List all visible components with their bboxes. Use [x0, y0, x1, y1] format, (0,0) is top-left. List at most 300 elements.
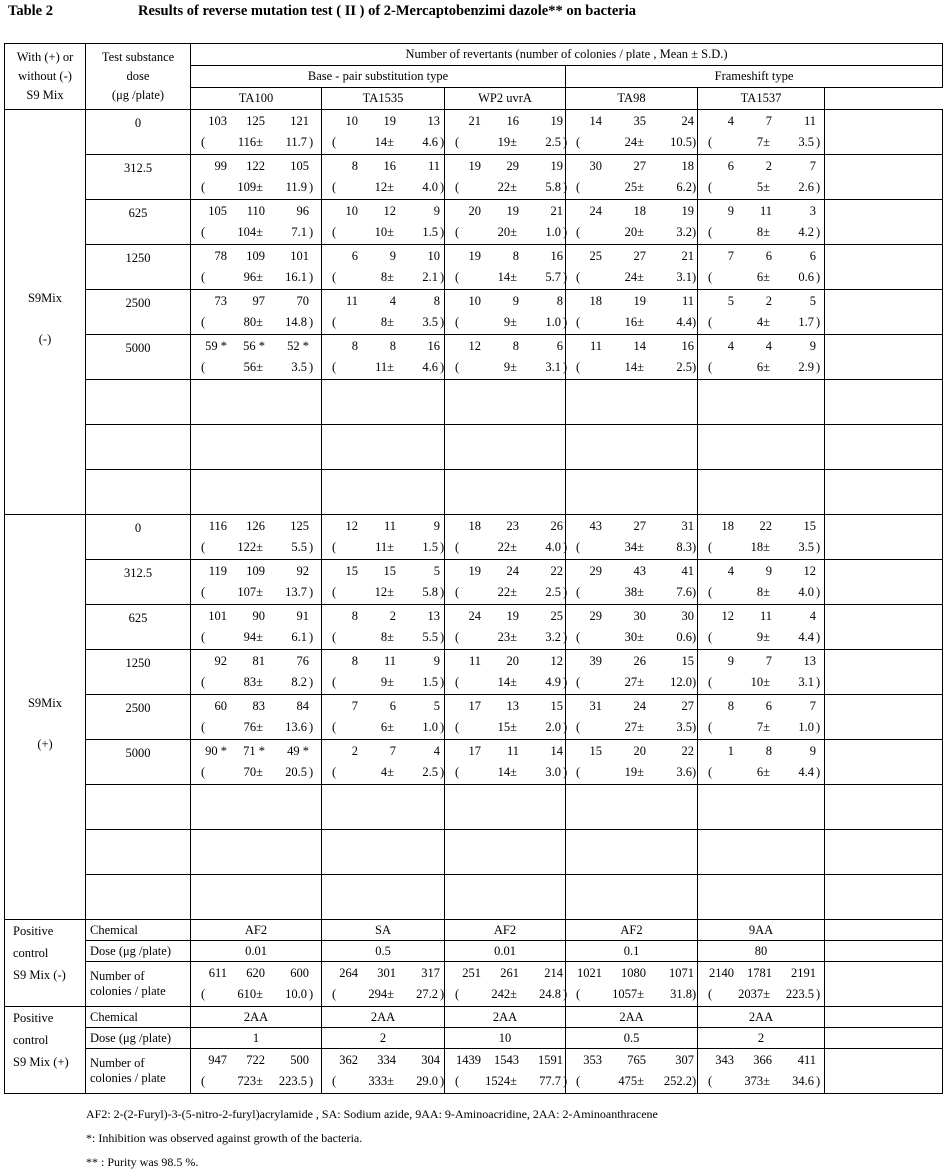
result-box: [322, 335, 444, 379]
result-cell: [191, 155, 322, 200]
open-paren: (: [455, 675, 460, 689]
close-paren: ): [692, 765, 697, 779]
close-paren: ): [816, 315, 821, 329]
blank-cell: [825, 245, 943, 290]
result-cell: [191, 962, 322, 1007]
dose-row: [5, 245, 943, 290]
result-cell: [566, 515, 698, 560]
mean-value: [471, 987, 517, 1002]
close-paren: ): [309, 987, 314, 1001]
open-paren: (: [332, 360, 337, 374]
mean-number: 11: [375, 360, 388, 374]
mean-sd: [191, 675, 321, 691]
colony-count: 19: [506, 204, 519, 218]
colony-count: 9: [809, 744, 816, 758]
colony-count: 9: [765, 564, 772, 578]
open-paren: (: [576, 180, 581, 194]
colony-count: 500: [290, 1053, 309, 1067]
result-cell: [191, 1049, 322, 1094]
empty-cell: [698, 470, 825, 515]
result-cell: [698, 155, 825, 200]
mean-number: 104: [237, 225, 257, 239]
colony-counts: [191, 654, 321, 670]
mean-value: [724, 270, 770, 285]
plus-minus-symbol: ±: [256, 720, 263, 734]
sd-value: 2.0: [545, 720, 561, 734]
blank-cell: [825, 830, 943, 875]
close-paren: ): [692, 987, 697, 1001]
result-box: [445, 290, 568, 334]
colony-count: 11: [506, 744, 519, 758]
empty-cell: [445, 380, 566, 425]
sd-value: 2.5: [422, 765, 438, 779]
mean-number: 14: [624, 360, 638, 374]
result-box: [566, 110, 697, 154]
blank-cell: [825, 470, 943, 515]
colony-count: 41: [681, 564, 694, 578]
table-body: [5, 44, 943, 1094]
empty-cell: [698, 380, 825, 425]
sd-value: 0.6: [798, 270, 814, 284]
mean-sd: [566, 765, 697, 781]
colony-count: 1080: [621, 966, 646, 980]
mean-value: [471, 585, 517, 600]
plus-minus-symbol: ±: [637, 135, 644, 149]
result-box: [566, 245, 697, 289]
open-paren: (: [332, 225, 337, 239]
sd-value: 223.5: [278, 1074, 307, 1088]
result-box: [698, 155, 824, 199]
close-paren: ): [440, 135, 445, 149]
plus-minus-symbol: ±: [637, 720, 644, 734]
result-box: [698, 695, 824, 739]
plus-minus-symbol: ±: [256, 315, 263, 329]
colony-counts: [322, 966, 444, 982]
mean-value: [471, 135, 517, 150]
colony-count: 11: [759, 609, 772, 623]
colony-count: 8: [512, 249, 519, 263]
open-paren: (: [201, 180, 206, 194]
colony-count: 17: [468, 744, 481, 758]
close-paren: ): [816, 630, 821, 644]
result-box: [445, 605, 568, 649]
sd-value: 3.5: [422, 315, 438, 329]
mean-value: [471, 360, 517, 375]
colony-counts: [191, 114, 321, 130]
result-cell: [566, 200, 698, 245]
result-box: [445, 962, 568, 1006]
sd-value: 7.6: [676, 585, 692, 599]
result-box: [322, 560, 444, 604]
result-cell: [566, 605, 698, 650]
mean-sd: [191, 360, 321, 376]
mean-sd: [322, 585, 444, 601]
dose-cell: 5000: [86, 335, 191, 380]
close-paren: ): [440, 315, 445, 329]
open-paren: (: [201, 765, 206, 779]
result-cell: [322, 200, 445, 245]
open-paren: (: [455, 1074, 460, 1088]
chemical-name: 2AA: [698, 1007, 825, 1028]
mean-sd: [191, 540, 321, 556]
result-box: [566, 335, 697, 379]
colony-count: 24: [633, 699, 646, 713]
mean-sd: [445, 720, 568, 736]
footnote-inhibition: *: Inhibition was observed against growth of the bacteria.: [86, 1131, 363, 1145]
colony-count: 19: [383, 114, 396, 128]
colony-count: 10: [345, 204, 358, 218]
blank-cell: [825, 200, 943, 245]
mean-value: [594, 585, 644, 600]
strain-header: WP2 uvrA: [445, 88, 566, 110]
plus-minus-symbol: ±: [763, 585, 770, 599]
colony-count: 73: [214, 294, 227, 308]
dose-header-line: (μg /plate): [111, 88, 165, 102]
empty-cell: [566, 785, 698, 830]
colony-count: 6: [809, 249, 816, 263]
mean-sd: [191, 315, 321, 331]
dose-header-line: Test substance: [101, 50, 175, 64]
mean-value: [217, 270, 263, 285]
colony-count: 251: [462, 966, 481, 980]
result-box: [191, 560, 321, 604]
colony-counts: [566, 339, 697, 355]
colony-count: 10: [427, 249, 440, 263]
colony-count: 411: [797, 1053, 816, 1067]
mean-value: [348, 720, 394, 735]
colony-counts: [322, 114, 444, 130]
mean-sd: [566, 315, 697, 331]
result-box: [322, 605, 444, 649]
empty-row: [5, 875, 943, 920]
colony-counts: [698, 966, 824, 982]
plus-minus-symbol: ±: [387, 360, 394, 374]
open-paren: (: [708, 540, 713, 554]
empty-cell: [86, 470, 191, 515]
result-box: [445, 200, 568, 244]
sd-value: 1.5: [422, 675, 438, 689]
colony-count: 30: [589, 159, 602, 173]
close-paren: ): [440, 630, 445, 644]
colony-count: 4: [727, 564, 734, 578]
colony-count: 12: [803, 564, 816, 578]
result-cell: [445, 1049, 566, 1094]
colony-count: 60: [214, 699, 227, 713]
result-box: [191, 1049, 321, 1093]
dose-cell: 1250: [86, 650, 191, 695]
blank-cell: [825, 1049, 943, 1094]
blank-cell: [825, 875, 943, 920]
colony-count: 19: [468, 249, 481, 263]
mean-value: [217, 540, 263, 555]
colony-counts: [698, 339, 824, 355]
result-cell: [191, 335, 322, 380]
colony-counts: [445, 204, 565, 220]
plus-minus-symbol: ±: [637, 225, 644, 239]
sd-value: 77.7: [539, 1074, 561, 1088]
colony-counts: [191, 339, 321, 355]
sd-value: 4.2: [798, 225, 814, 239]
colony-count: 27: [681, 699, 694, 713]
positive-dose: 2: [322, 1028, 445, 1049]
open-paren: (: [455, 987, 460, 1001]
colony-count: 90: [252, 609, 265, 623]
colony-count: 43: [633, 564, 646, 578]
close-paren: ): [692, 270, 697, 284]
strain-header: TA100: [191, 88, 322, 110]
plus-minus-symbol: ±: [387, 180, 394, 194]
result-cell: [698, 335, 825, 380]
open-paren: (: [708, 180, 713, 194]
blank-cell: [825, 425, 943, 470]
sd-value: 29.0: [416, 1074, 438, 1088]
close-paren: ): [692, 1074, 697, 1088]
dose-row: [5, 200, 943, 245]
result-cell: [322, 290, 445, 335]
colony-count: 59 *: [205, 339, 227, 353]
sd-value: 2.1: [422, 270, 438, 284]
close-paren: ): [309, 540, 314, 554]
plus-minus-symbol: ±: [387, 315, 394, 329]
result-box: [698, 560, 824, 604]
plus-minus-symbol: ±: [763, 1074, 770, 1088]
result-box: [322, 290, 444, 334]
mean-number: 15: [497, 720, 511, 734]
mean-sd: [322, 720, 444, 736]
open-paren: (: [201, 270, 206, 284]
colony-count: 26: [633, 654, 646, 668]
mean-value: [348, 225, 394, 240]
s9-group-label: S9Mix: [27, 696, 63, 710]
close-paren: ): [440, 225, 445, 239]
colony-count: 121: [290, 114, 309, 128]
colony-counts: [191, 699, 321, 715]
colony-count: 9: [809, 339, 816, 353]
colony-count: 105: [208, 204, 227, 218]
mean-number: 20: [624, 225, 638, 239]
sd-value: 1.0: [422, 720, 438, 734]
colony-counts: [566, 249, 697, 265]
sd-value: 1.0: [545, 225, 561, 239]
plus-minus-symbol: ±: [387, 630, 394, 644]
plus-minus-symbol: ±: [256, 540, 263, 554]
colony-count: 9: [727, 204, 734, 218]
mean-value: [471, 270, 517, 285]
colony-count: 9: [433, 204, 440, 218]
mean-value: [217, 720, 263, 735]
result-cell: [566, 245, 698, 290]
mean-value: [594, 540, 644, 555]
close-paren: ): [309, 585, 314, 599]
mean-value: [594, 765, 644, 780]
mean-value: [724, 135, 770, 150]
result-box: [322, 650, 444, 694]
close-paren: ): [440, 360, 445, 374]
colonies-label-line: colonies / plate: [90, 1071, 166, 1085]
close-paren: ): [309, 675, 314, 689]
colony-count: 16: [427, 339, 440, 353]
colony-counts: [322, 609, 444, 625]
sd-value: 10.5: [670, 135, 692, 149]
mean-number: 12: [374, 180, 388, 194]
mean-sd: [698, 585, 824, 601]
colony-counts: [566, 744, 697, 760]
mean-sd: [566, 360, 697, 376]
result-cell: [322, 605, 445, 650]
empty-cell: [566, 425, 698, 470]
result-box: [191, 200, 321, 244]
result-box: [191, 245, 321, 289]
empty-cell: [698, 785, 825, 830]
s9-header-line: With (+) or: [16, 50, 74, 64]
result-cell: [698, 650, 825, 695]
open-paren: (: [455, 270, 460, 284]
mean-value: [348, 315, 394, 330]
mean-sd: [445, 540, 568, 556]
mean-number: 5: [756, 180, 764, 194]
close-paren: ): [563, 540, 568, 554]
open-paren: (: [332, 540, 337, 554]
mean-number: 27: [624, 675, 638, 689]
colony-count: 26: [550, 519, 563, 533]
mean-sd: [566, 987, 697, 1003]
mean-number: 242: [491, 987, 511, 1001]
colony-count: 765: [627, 1053, 646, 1067]
plus-minus-symbol: ±: [510, 675, 517, 689]
mean-value: [724, 675, 770, 690]
colony-count: 99: [214, 159, 227, 173]
close-paren: ): [816, 270, 821, 284]
result-box: [322, 740, 444, 784]
close-paren: ): [816, 135, 821, 149]
close-paren: ): [692, 225, 697, 239]
mean-sd: [322, 360, 444, 376]
empty-cell: [566, 830, 698, 875]
colony-count: 10: [345, 114, 358, 128]
result-cell: [445, 740, 566, 785]
mean-sd: [566, 270, 697, 286]
colony-count: 4: [433, 744, 440, 758]
colony-count: 24: [468, 609, 481, 623]
close-paren: ): [440, 540, 445, 554]
sd-value: 34.6: [792, 1074, 814, 1088]
sd-value: 4.4: [798, 765, 814, 779]
mean-sd: [698, 315, 824, 331]
colony-count: 125: [246, 114, 265, 128]
colony-count: 8: [727, 699, 734, 713]
colony-count: 84: [296, 699, 309, 713]
result-box: [698, 110, 824, 154]
footnote-purity: ** : Purity was 98.5 %.: [86, 1155, 199, 1169]
mean-value: [217, 1074, 263, 1089]
colony-count: 24: [589, 204, 602, 218]
dose-cell: 625: [86, 200, 191, 245]
close-paren: ): [563, 630, 568, 644]
result-cell: [191, 245, 322, 290]
mean-number: 7: [756, 135, 764, 149]
colony-count: 20: [468, 204, 481, 218]
empty-cell: [191, 425, 322, 470]
plus-minus-symbol: ±: [256, 675, 263, 689]
empty-cell: [445, 875, 566, 920]
blank-cell: [825, 650, 943, 695]
colony-count: 30: [681, 609, 694, 623]
open-paren: (: [576, 987, 581, 1001]
plus-minus-symbol: ±: [637, 270, 644, 284]
result-box: [698, 1049, 824, 1093]
mean-number: 12: [374, 585, 388, 599]
mean-number: 56: [243, 360, 257, 374]
result-cell: [322, 740, 445, 785]
colony-counts: [191, 249, 321, 265]
open-paren: (: [201, 585, 206, 599]
mean-number: 30: [624, 630, 638, 644]
result-box: [566, 200, 697, 244]
result-cell: [445, 962, 566, 1007]
sd-value: 5.8: [545, 180, 561, 194]
sd-value: 3.1: [545, 360, 561, 374]
close-paren: ): [563, 765, 568, 779]
mean-sd: [566, 135, 697, 151]
mean-sd: [445, 225, 568, 241]
dose-row: [5, 740, 943, 785]
mean-sd: [322, 630, 444, 646]
blank-cell: [825, 110, 943, 155]
sd-value: 3.2: [676, 225, 692, 239]
close-paren: ): [692, 720, 697, 734]
result-box: [566, 962, 697, 1006]
colony-counts: [322, 204, 444, 220]
open-paren: (: [708, 987, 713, 1001]
colony-count: 21: [681, 249, 694, 263]
mean-sd: [698, 540, 824, 556]
mean-value: [594, 630, 644, 645]
mean-number: 9: [380, 675, 388, 689]
colony-count: 5: [433, 564, 440, 578]
plus-minus-symbol: ±: [387, 987, 394, 1001]
colony-counts: [698, 564, 824, 580]
empty-cell: [445, 425, 566, 470]
strain-header: TA1535: [322, 88, 445, 110]
open-paren: (: [576, 765, 581, 779]
frameshift-header: Frameshift type: [566, 66, 943, 88]
s9-group-sign: (+): [37, 737, 53, 751]
open-paren: (: [201, 1074, 206, 1088]
plus-minus-symbol: ±: [387, 135, 394, 149]
colony-count: 19: [550, 114, 563, 128]
mean-number: 9: [503, 315, 511, 329]
open-paren: (: [332, 630, 337, 644]
result-box: [191, 650, 321, 694]
positive-dose: 10: [445, 1028, 566, 1049]
mean-value: [724, 225, 770, 240]
plus-minus-symbol: ±: [637, 315, 644, 329]
mean-number: 2037: [738, 987, 764, 1001]
sd-value: 27.2: [416, 987, 438, 1001]
dose-cell: 5000: [86, 740, 191, 785]
open-paren: (: [332, 765, 337, 779]
mean-value: [724, 540, 770, 555]
mean-number: 333: [368, 1074, 388, 1088]
close-paren: ): [563, 135, 568, 149]
sd-value: 4.0: [545, 540, 561, 554]
mean-number: 14: [374, 135, 388, 149]
colony-count: 1071: [669, 966, 694, 980]
positive-dose: 0.5: [322, 941, 445, 962]
colony-counts: [445, 1053, 565, 1069]
result-box: [698, 605, 824, 649]
result-cell: [566, 560, 698, 605]
